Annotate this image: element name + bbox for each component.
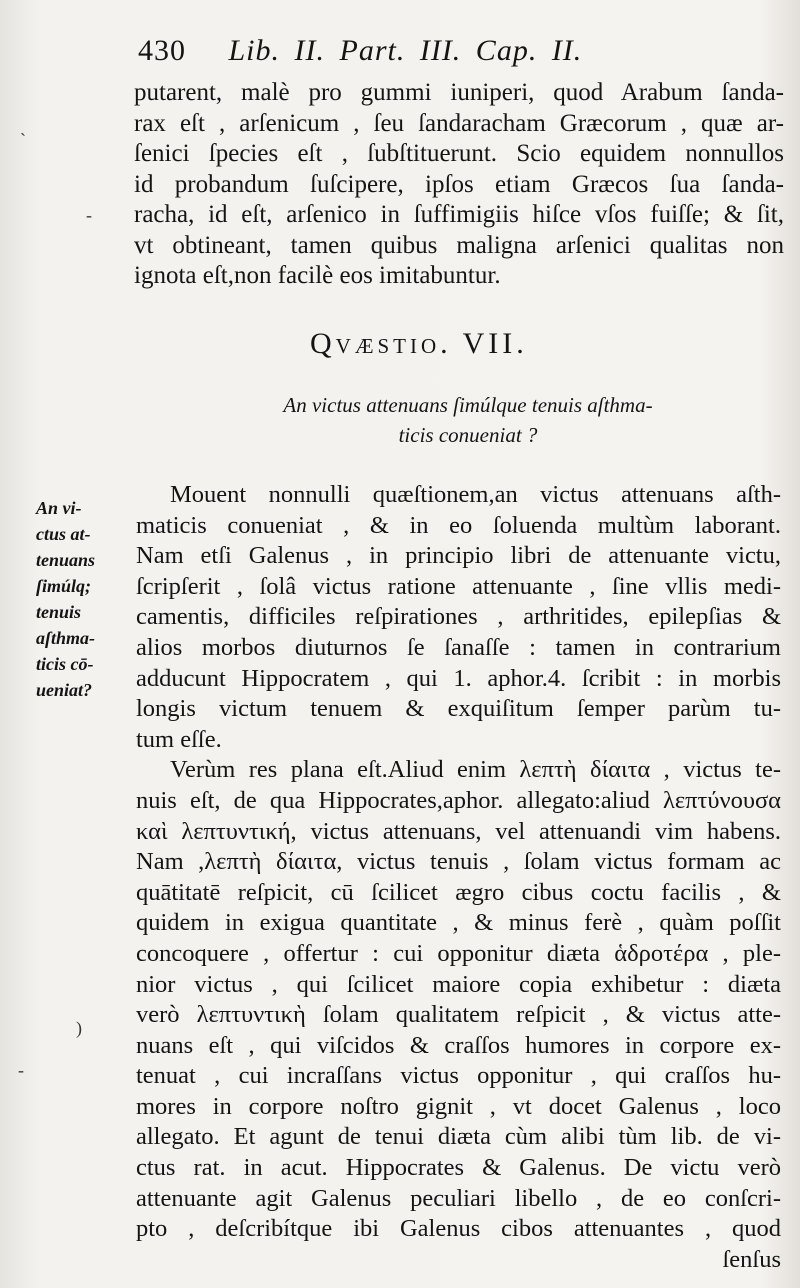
- margin-dash: -: [18, 1060, 24, 1080]
- text-line: alios morbos diuturnos ſe ſanaſſe : tamen in contrarium: [136, 633, 781, 661]
- question-heading: [310, 327, 528, 361]
- text-line: mores in corpore noſtro gignit , vt docet Galenus , loco: [136, 1092, 781, 1120]
- text-line: racha, id eſt, arſenico in ſuffimigiis hiſce vſos fuiſſe; & ſit,: [134, 201, 784, 228]
- text-line: verò λεπτυντικὴ ſolam qualitatem reſpicit , & victus atte-: [136, 1001, 781, 1029]
- margin-note-line: ticis cō-: [36, 654, 94, 674]
- text-line: quātitatē reſpicit, cū ſcilicet ægro cibus coctu facilis , &: [136, 878, 781, 906]
- running-title: Lib. II. Part. III. Cap. II.: [228, 34, 583, 67]
- text-line: adducunt Hippocratem , qui 1. aphor.4. ſcribit : in morbis: [136, 664, 781, 692]
- main-paragraphs: [136, 480, 781, 1275]
- page-header: [138, 34, 778, 68]
- question-word: Qvæstio.: [310, 327, 452, 360]
- text-line: καὶ λεπτυντική, victus attenuans, vel attenuandi vim habens.: [136, 817, 781, 845]
- margin-note-line: tenuans: [36, 550, 96, 570]
- top-paragraph: [134, 78, 784, 292]
- margin-note-line: ueniat?: [36, 680, 93, 700]
- margin-note-line: An vi-: [36, 498, 82, 518]
- text-line: pto , deſcribítque ibi Galenus cibos attenuantes , quod: [136, 1215, 781, 1243]
- margin-note: [36, 495, 136, 703]
- text-line: nuis eſt, de qua Hippocrates,aphor. allegato:aliud λεπτύνουσα: [136, 786, 781, 814]
- text-line: Mouent nonnulli quæſtionem,an victus attenuans aſth-: [170, 481, 781, 508]
- margin-dash: -: [86, 205, 92, 225]
- text-line: quidem in exigua quantitate , & minus ferè , quàm poſſit: [136, 909, 781, 937]
- question-number: VII.: [462, 327, 528, 360]
- text-line: Nam etſi Galenus , in principio libri de attenuante victu,: [136, 542, 781, 570]
- text-line: Verùm res plana eſt.Aliud enim λεπτὴ δίαιτα , victus te-: [170, 756, 781, 784]
- text-line: maticis conueniat , & in eo ſoluenda multùm laborant.: [136, 511, 781, 539]
- page-number: 430: [138, 34, 186, 67]
- text-line: ſenici ſpecies eſt , ſubſtituerunt. Scio equidem nonnullos: [134, 140, 784, 167]
- text-line: putarent, malè pro gummi iuniperi, quod Arabum ſanda-: [134, 79, 784, 106]
- catchword: ſenſus: [722, 1245, 781, 1273]
- question-subtitle: [228, 390, 708, 450]
- text-line: ignota eſt,non facilè eos imitabuntur.: [134, 262, 501, 289]
- text-line: concoquere , offertur : cui opponitur diæta ἁδροτέρα , ple-: [136, 939, 781, 967]
- margin-note-line: aſthma-: [36, 628, 96, 648]
- margin-tick: `: [20, 130, 26, 150]
- text-line: camentis, difficiles reſpirationes , arthritides, epilepſias &: [136, 603, 781, 631]
- text-line: id probandum ſuſcipere, ipſos etiam Græcos ſua ſanda-: [134, 170, 784, 198]
- text-line: tum eſſe.: [136, 725, 222, 753]
- text-line: nuans eſt , qui viſcidos & craſſos humores in corpore ex-: [136, 1031, 781, 1059]
- text-line: Nam ,λεπτὴ δίαιτα, victus tenuis , ſolam victus formam ac: [136, 848, 781, 876]
- subtitle-line: ticis conueniat ?: [398, 423, 538, 447]
- margin-note-line: ctus at-: [36, 524, 91, 544]
- text-line: tenuat , cui incraſſans victus opponitur , qui craſſos hu-: [136, 1062, 781, 1090]
- text-line: rax eſt , arſenicum , ſeu ſandaracham Græcorum , quæ ar-: [134, 109, 784, 137]
- text-line: vt obtineant, tamen quibus maligna arſenici qualitas non: [134, 231, 784, 259]
- subtitle-line: An victus attenuans ſimúlque tenuis aſthma-: [283, 393, 653, 417]
- text-line: attenuante agit Galenus peculiari libello , de eo conſcri-: [136, 1184, 781, 1212]
- margin-tick: ): [76, 1018, 82, 1038]
- margin-note-line: tenuis: [36, 602, 82, 622]
- text-line: longis victum tenuem & exquiſitum ſemper parùm tu-: [136, 695, 781, 723]
- margin-note-line: ſimúlq;: [36, 576, 92, 596]
- text-line: ſcripſerit , ſolâ victus ratione attenuante , ſine vllis medi-: [136, 572, 781, 600]
- text-line: ctus rat. in acut. Hippocrates & Galenus. De victu verò: [136, 1154, 781, 1182]
- text-line: nior victus , qui ſcilicet maiore copia exhibetur : diæta: [136, 970, 781, 998]
- text-line: allegato. Et agunt de tenui diæta cùm alibi tùm lib. de vi-: [136, 1123, 781, 1151]
